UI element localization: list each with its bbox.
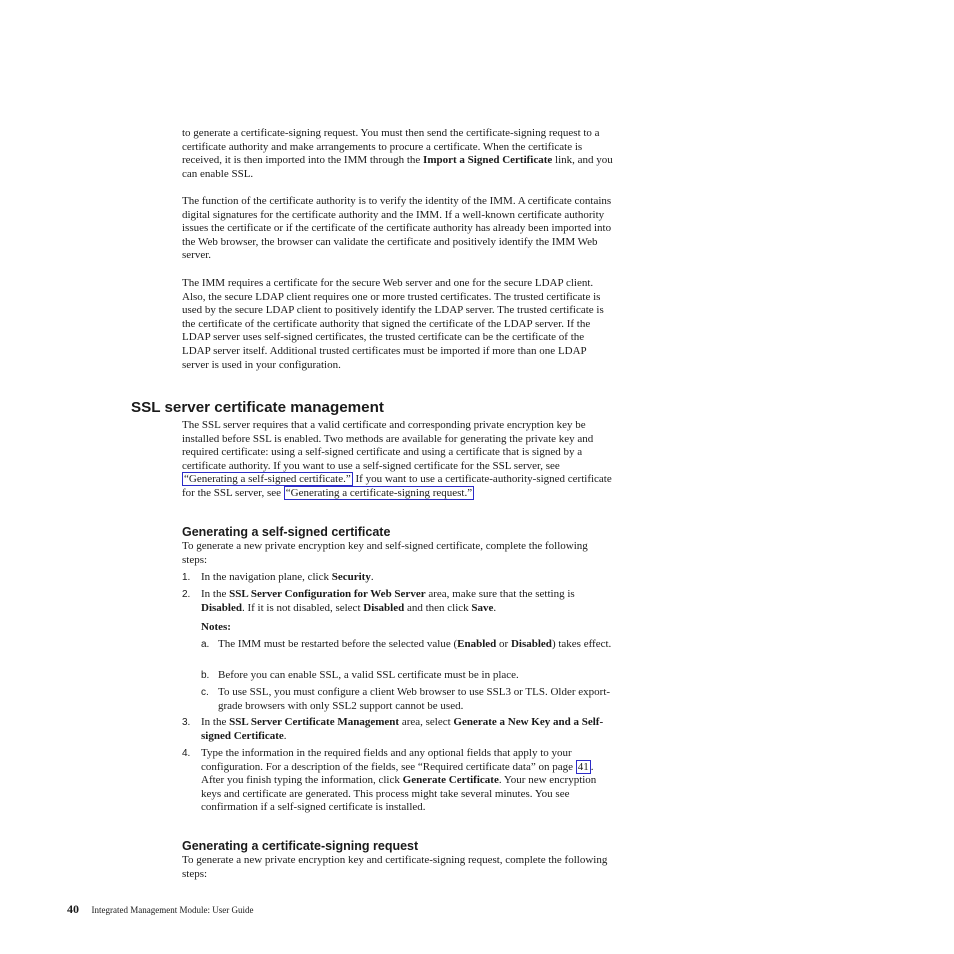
csr-heading: Generating a certificate-signing request [182,839,419,853]
security-term: Security [331,571,371,583]
self-signed-heading: Generating a self-signed certificate [182,525,391,539]
ssl-intro-text: The SSL server requires that a valid certificate and corresponding private encryption key be installed before SSL is enabled. Two methods are available for generating the private key and required certificate: using a self-signed certificate and using a certificate that is signed by a certificate authority. If you want to use a self-signed certificate for the SSL server, see [182,419,594,472]
csr-intro: To generate a new private encryption key and certificate-signing request, complete the following steps: [182,854,608,880]
step-4 [182,747,614,815]
note-text: To use SSL, you must configure a client Web browser to use SSL3 or TLS. Older export-grade browsers with only SSL2 support cannot be used. [218,686,611,712]
note-letter: a. [201,639,210,650]
page-number: 40 [67,902,79,916]
intro-paragraph-1 [182,127,614,181]
intro-paragraph-3: The IMM requires a certificate for the secure Web server and one for the secure LDAP client. Also, the secure LDAP client requires one or more trusted certificates. The trusted certificate is used by the secure LDAP client to positively identify the LDAP server. The trusted certificate is the certificate of the certificate authority that signed the certificate of the LDAP server. If the LDAP server uses self-signed certificates, the trusted certificate can be the certificate of the LDAP server itself. Additional trusted certificates must be imported if more than one LDAP server is used in your configuration. [182,277,604,371]
note-a [201,638,614,652]
footer-title: Integrated Management Module: User Guide [91,905,254,915]
step-text: In the SSL Server Certificate Management area, select Generate a New Key and a Self-signed Certificate. [201,716,604,742]
ssl-intro-text: If you want to use a certificate-authority-signed certificate for the SSL server, see [182,473,612,499]
ssl-intro-paragraph [182,419,614,501]
intro-paragraph-2: The function of the certificate authority is to verify the identity of the IMM. A certificate contains digital signatures for the certificate authority and the IMM. If a well-known certificate authority issues the certificate or if the certificate of the certificate authority has already been imported into the Web browser, the browser can validate the certificate and positively identify the IMM Web server. [182,195,612,262]
note-letter: b. [201,670,210,681]
step-number: 4. [182,748,191,759]
self-signed-intro: To generate a new private encryption key and self-signed certificate, complete the following steps: [182,540,588,566]
self-signed-certificate-link[interactable]: “Generating a self-signed certificate.” [184,473,351,486]
step-2 [182,588,614,615]
note-text: Before you can enable SSL, a valid SSL certificate must be in place. [218,669,519,681]
import-signed-certificate-term: Import a Signed Certificate [423,154,553,167]
intro-text: link, and you can enable SSL. [182,154,613,180]
step-1 [182,571,614,585]
step-text: In the SSL Server Configuration for Web Server area, make sure that the setting is Disabled. If it is not disabled, select Disabled and then click Save. [201,588,575,614]
ssl-section-heading: SSL server certificate management [131,399,384,416]
step-number: 3. [182,717,191,728]
certificate-signing-request-link[interactable]: “Generating a certificate-signing request.” [285,486,473,499]
page-41-link[interactable]: 41 [577,760,589,773]
note-text: The IMM must be restarted before the selected value (Enabled or Disabled) takes effect. [218,638,612,650]
page-footer [67,902,253,918]
intro-text: to generate a certificate-signing request. You must then send the certificate-signing request to a certificate authority and make arrangements to procure a certificate. When the certificate is received, it is then imported into the IMM through the [182,127,600,167]
note-letter: c. [201,687,209,698]
step-text: Type the information in the required fields and any optional fields that apply to your configuration. For a description of the fields, see “Required certificate data” on page 41 . After you finish typing the information, click Generate Certificate. Your new encryption keys and certificate are generated. This process might take several minutes. You see confirmation if a self-signed certificate is installed. [201,747,597,814]
note-b [201,669,614,683]
step-3 [182,716,614,743]
step-text: In the navigation plane, click Security. [201,571,374,583]
note-c [201,686,614,713]
notes-label: Notes: [201,621,231,633]
step-number: 1. [182,572,191,583]
step-number: 2. [182,589,191,600]
